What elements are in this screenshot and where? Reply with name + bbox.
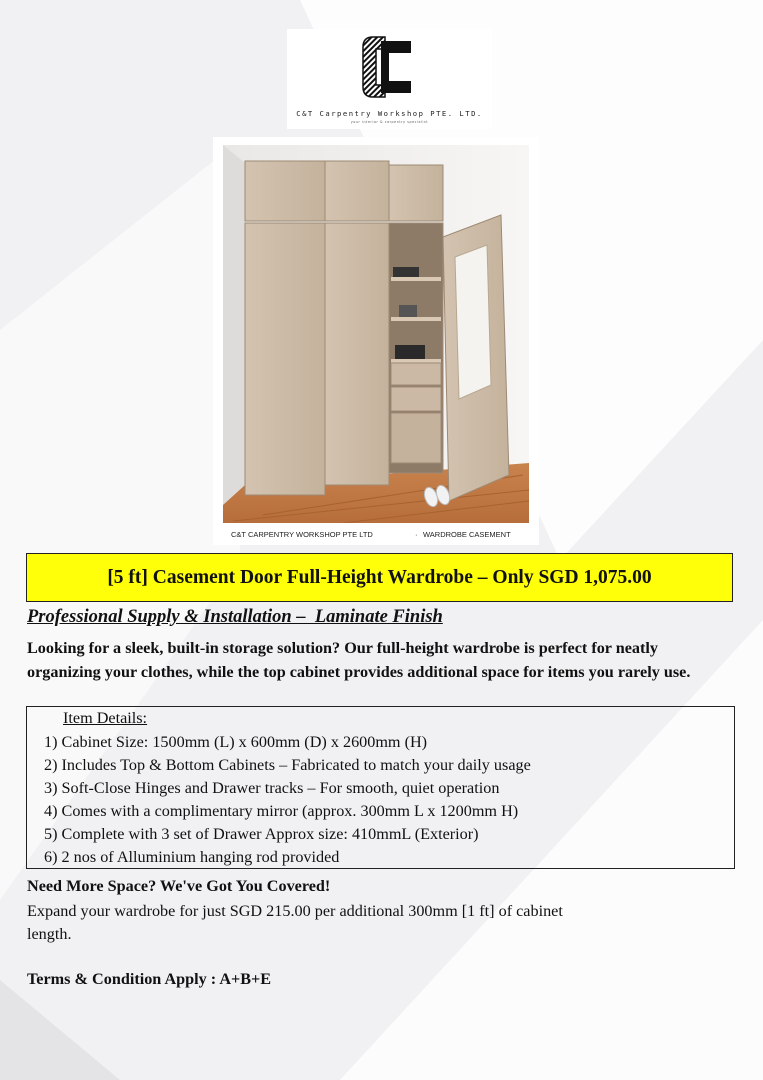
company-name: C&T Carpentry Workshop PTE. LTD. xyxy=(296,109,483,118)
caption-company: C&T CARPENTRY WORKSHOP PTE LTD xyxy=(231,530,373,539)
detail-item: 4) Comes with a complimentary mirror (approx. 300mm L x 1200mm H) xyxy=(44,802,519,820)
detail-item: 3) Soft-Close Hinges and Drawer tracks – For smooth, quiet operation xyxy=(44,779,500,797)
terms-note: Terms & Condition Apply : A+B+E xyxy=(27,970,272,988)
detail-item: 1) Cabinet Size: 1500mm (L) x 600mm (D) x 2600mm (H) xyxy=(44,733,428,751)
intro-paragraph: Looking for a sleek, built-in storage solution? Our full-height wardrobe is perfect for neatly organizing your clothes, while the top cabinet provides additional space for items you rarely use. xyxy=(27,639,691,681)
detail-item: 6) 2 nos of Alluminium hanging rod provided xyxy=(44,848,340,866)
item-details-box xyxy=(26,706,735,869)
product-photo-frame xyxy=(213,137,539,545)
details-heading: Item Details: xyxy=(63,709,148,727)
wardrobe-rendering xyxy=(223,145,529,523)
service-subtitle: Professional Supply & Installation – Laminate Finish xyxy=(27,607,443,627)
more-space-text: Expand your wardrobe for just SGD 215.00 per additional 300mm [1 ft] of cabinet length. xyxy=(27,902,563,943)
caption-product: · WARDROBE CASEMENT xyxy=(423,530,511,539)
logo-mark-icon xyxy=(361,35,417,99)
detail-item: 5) Complete with 3 set of Drawer Approx size: 410mmL (Exterior) xyxy=(44,825,479,843)
more-space-heading: Need More Space? We've Got You Covered! xyxy=(27,877,331,895)
photo-caption xyxy=(231,530,531,539)
product-title: [5 ft] Casement Door Full-Height Wardrobe – Only SGD 1,075.00 xyxy=(26,553,733,602)
details-list xyxy=(44,731,531,869)
company-logo xyxy=(287,29,492,129)
detail-item: 2) Includes Top & Bottom Cabinets – Fabricated to match your daily usage xyxy=(44,756,531,774)
company-tagline: your interior & carpentry specialist xyxy=(350,120,429,124)
